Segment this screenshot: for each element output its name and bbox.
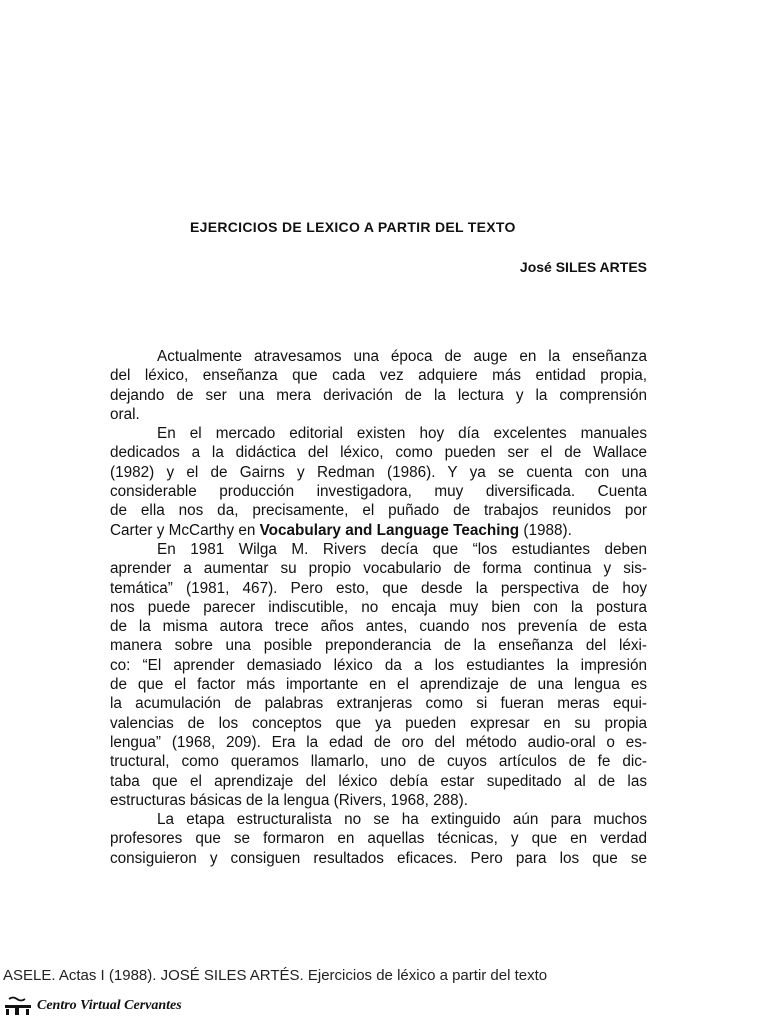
body-line-text: de que el factor más importante en el aprendizaje de una lengua es	[110, 676, 647, 694]
cvc-label: Centro Virtual Cervantes	[37, 998, 182, 1013]
body-line-text: temática” (1981, 467). Pero esto, que desde la perspectiva de hoy	[110, 579, 647, 597]
cvc-logo-icon	[3, 996, 33, 1016]
body-line-text: de ella nos da, precisamente, el puñado de trabajos reunidos por	[110, 502, 647, 520]
body-line	[110, 443, 647, 462]
body-line	[110, 424, 647, 443]
body-line-text: lengua” (1968, 209). Era la edad de oro del método audio-oral o es-	[110, 733, 647, 751]
cvc-brand	[3, 996, 182, 1016]
body-line-text: consiguieron y consiguen resultados eficaces. Pero para los que se	[110, 849, 647, 867]
body-line-text: En el mercado editorial existen hoy día excelentes manuales	[157, 425, 647, 443]
body-line	[110, 463, 647, 482]
body-line-text: (1988).	[519, 521, 572, 539]
body-line	[110, 617, 647, 636]
body-line	[110, 559, 647, 578]
body-line-text: La etapa estructuralista no se ha extinguido aún para muchos	[157, 811, 647, 829]
body-line	[110, 347, 647, 366]
body-line-text: dejando de ser una mera derivación de la lectura y la comprensión	[110, 386, 647, 404]
body-line	[110, 501, 647, 520]
body-line-text: aprender a aumentar su propio vocabulario de forma continua y sis-	[110, 560, 647, 578]
body-line-text: manera sobre una posible preponderancia de la enseñanza del léxi-	[110, 637, 647, 655]
body-line	[110, 772, 647, 791]
body-line	[110, 540, 647, 559]
body-line-text: taba que el aprendizaje del léxico debía estar supeditado al de las	[110, 772, 647, 790]
body-line	[110, 829, 647, 848]
body-line-text: Carter y McCarthy en	[110, 521, 260, 539]
body-line-text: oral.	[110, 405, 140, 423]
body-line	[110, 752, 647, 771]
article-author: José SILES ARTES	[519, 259, 647, 275]
body-line-text: profesores que se formaron en aquellas técnicas, y que en verdad	[110, 830, 647, 848]
body-line	[110, 366, 647, 385]
body-line-text: la acumulación de palabras extranjeras como si fueran meras equi-	[110, 695, 647, 713]
article-title: EJERCICIOS DE LEXICO A PARTIR DEL TEXTO	[190, 219, 516, 235]
body-line	[110, 656, 647, 675]
body-line-text: En 1981 Wilga M. Rivers decía que “los estudiantes deben	[157, 540, 647, 558]
body-line	[110, 579, 647, 598]
body-line	[110, 733, 647, 752]
body-line	[110, 636, 647, 655]
article-body	[110, 347, 647, 868]
body-line	[110, 791, 647, 810]
body-line-text: Actualmente atravesamos una época de auge en la enseñanza	[157, 348, 647, 365]
body-line	[110, 675, 647, 694]
body-line	[110, 405, 647, 424]
book-title: Vocabulary and Language Teaching	[259, 521, 520, 539]
body-line	[110, 598, 647, 617]
body-line-text: de la misma autora trece años antes, cuando nos prevenía de esta	[110, 618, 647, 636]
body-line-text: valencias de los conceptos que ya pueden expresar en su propia	[110, 714, 647, 732]
body-line-text: co: “El aprender demasiado léxico da a los estudiantes la impresión	[110, 656, 647, 674]
body-line	[110, 521, 647, 540]
body-line-text: del léxico, enseñanza que cada vez adquiere más entidad propia,	[110, 367, 647, 385]
body-line-text: (1982) y el de Gairns y Redman (1986). Y ya se cuenta con una	[110, 463, 647, 481]
body-line	[110, 694, 647, 713]
body-line	[110, 810, 647, 829]
body-line-text: dedicados a la didáctica del léxico, como pueden ser el de Wallace	[110, 444, 647, 462]
body-line	[110, 849, 647, 868]
body-line-text: considerable producción investigadora, muy diversificada. Cuenta	[110, 483, 647, 501]
citation-footer: ASELE. Actas I (1988). JOSÉ SILES ARTÉS. Ejercicios de léxico a partir del texto	[3, 967, 548, 984]
body-line-text: estructuras básicas de la lengua (Rivers, 1968, 288).	[110, 791, 468, 809]
body-line	[110, 714, 647, 733]
body-line-text: nos puede parecer indiscutible, no encaja muy bien con la postura	[110, 598, 647, 616]
body-line	[110, 386, 647, 405]
body-line	[110, 482, 647, 501]
body-line-text: tructural, como queramos llamarlo, uno de cuyos artículos de fe dic-	[110, 753, 647, 771]
